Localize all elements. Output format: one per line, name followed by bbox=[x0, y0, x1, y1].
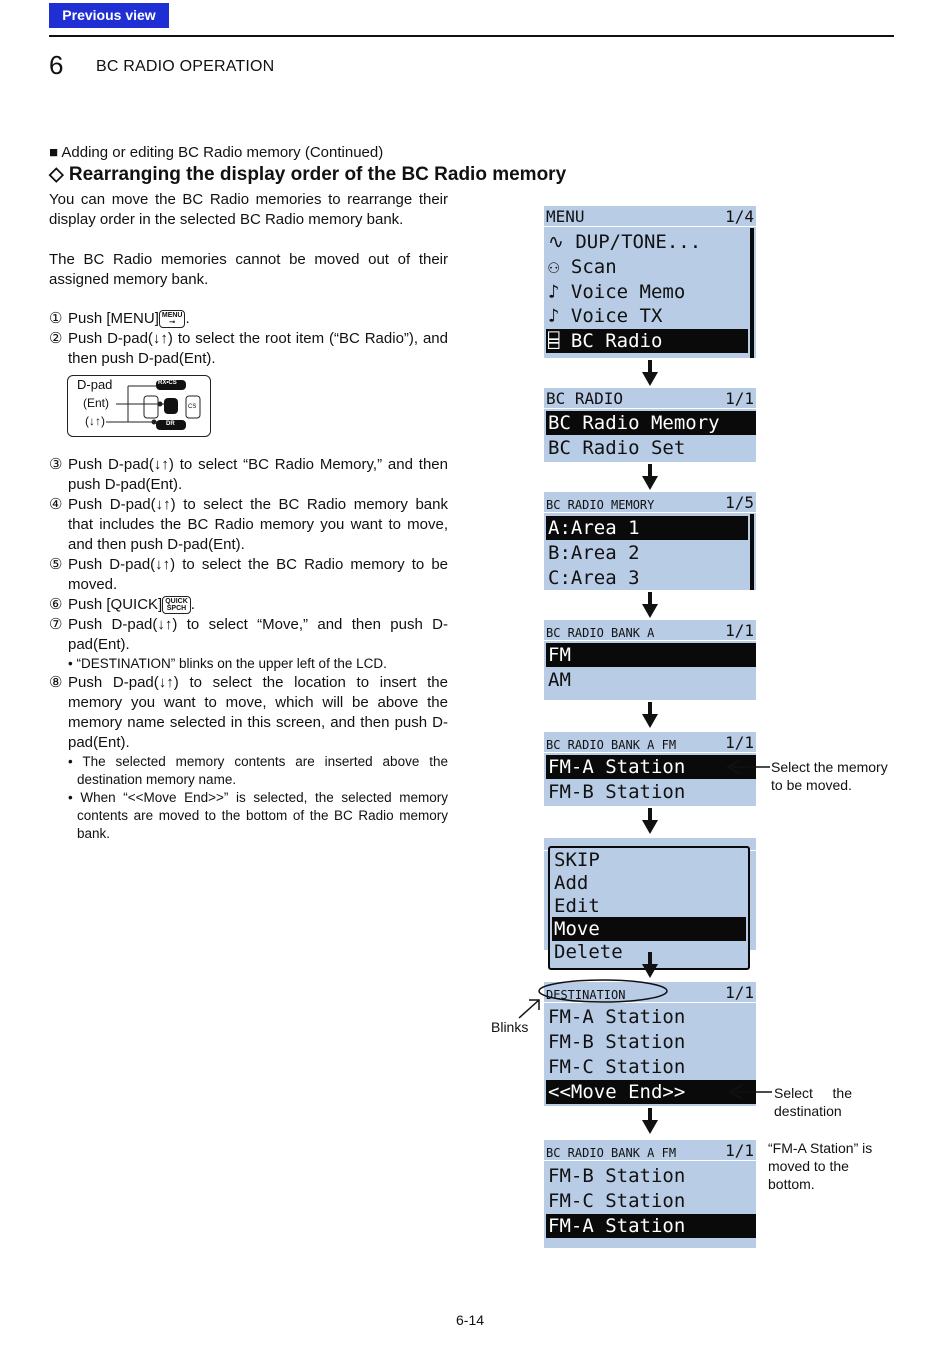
bc-radio-screen bbox=[544, 388, 756, 462]
down-arrow-icon bbox=[641, 360, 659, 386]
chapter-number: 6 bbox=[49, 50, 64, 80]
down-arrow-icon bbox=[641, 1108, 659, 1134]
header-rule bbox=[49, 35, 894, 37]
screen-title: BC RADIO BANK A FM bbox=[546, 738, 677, 752]
pointer-arrow-icon bbox=[726, 1083, 772, 1101]
quick-item-move: Move bbox=[552, 917, 746, 941]
step-1: ① Push [MENU] MENU ⊸ . bbox=[49, 310, 190, 327]
screen-page: 1/1 bbox=[725, 983, 754, 1002]
blink-highlight-ellipse bbox=[537, 978, 669, 1004]
screen-title: DESTINATION bbox=[546, 988, 626, 1002]
scrollbar bbox=[750, 228, 754, 358]
list-item: FM-B Station bbox=[548, 1031, 686, 1053]
radio-icon: ⌸ bbox=[548, 330, 571, 352]
bc-radio-bank-screen bbox=[544, 620, 756, 700]
step-2: ② Push D-pad(↓↑) to select the root item (“BC Radio”), and then push D-pad(Ent). bbox=[49, 330, 448, 367]
dpad-ent-label: (Ent) bbox=[83, 396, 110, 410]
down-arrow-icon bbox=[641, 702, 659, 728]
step-8: ⑧ Push D-pad(↓↑) to select the location to insert the memory you want to move, which will be above the memory name selected in this screen, and then push D-pad(Ent). bbox=[49, 674, 448, 751]
step-8-note-2: • When “<<Move End>>” is selected, the selected memory contents are moved to the bottom of the BC Radio memory bank. bbox=[68, 790, 448, 841]
dpad-dr-label: DR bbox=[166, 421, 175, 427]
screen-page: 1/4 bbox=[725, 207, 754, 226]
screen-page: 1/1 bbox=[725, 1141, 754, 1160]
list-item: FM-C Station bbox=[548, 1056, 686, 1078]
list-item: FM-A Station bbox=[546, 755, 756, 779]
step-5: ⑤ Push D-pad(↓↑) to select the BC Radio memory to be moved. bbox=[49, 556, 448, 593]
result-screen bbox=[544, 1140, 756, 1248]
microphone-icon: ♪ bbox=[548, 281, 571, 303]
step-6: ⑥ Push [QUICK] QUICK SPCH . bbox=[49, 596, 195, 613]
screen-title: BC RADIO BANK A bbox=[546, 626, 655, 640]
step-3: ③ Push D-pad(↓↑) to select “BC Radio Memory,” and then push D-pad(Ent). bbox=[49, 456, 448, 493]
list-item: FM-A Station bbox=[546, 1214, 756, 1238]
quick-menu-screen bbox=[544, 838, 756, 963]
scrollbar bbox=[750, 514, 754, 590]
dpad-updown-label: (↓↑) bbox=[85, 414, 105, 428]
list-item: FM-B Station bbox=[548, 1165, 686, 1187]
quick-item-add: Add bbox=[554, 872, 589, 894]
list-item: BC Radio Set bbox=[548, 437, 686, 459]
screen-title: BC RADIO bbox=[546, 389, 624, 408]
dpad-cs-label: CS bbox=[188, 404, 197, 410]
quick-item-skip: SKIP bbox=[554, 849, 600, 871]
list-item: B:Area 2 bbox=[548, 542, 640, 564]
note-select-destination: Select the destination bbox=[774, 1085, 852, 1119]
menu-item-scan: ⚇ Scan bbox=[548, 256, 617, 278]
list-item: <<Move End>> bbox=[546, 1080, 756, 1104]
down-arrow-icon bbox=[641, 464, 659, 490]
list-item: FM-A Station bbox=[548, 1006, 686, 1028]
down-arrow-icon bbox=[641, 808, 659, 834]
intro-paragraph-1: You can move the BC Radio memories to rearrange their display order in the selected BC Radio memory bank. bbox=[49, 191, 448, 228]
list-item: FM bbox=[546, 643, 756, 667]
dpad-label: D-pad bbox=[77, 377, 113, 392]
chapter-title: BC RADIO OPERATION bbox=[96, 58, 275, 75]
menu-item-dup-tone: ∿ DUP/TONE... bbox=[548, 231, 702, 253]
screen-title: MENU bbox=[546, 207, 585, 226]
dpad-rxcs-label: RX•CS bbox=[158, 380, 177, 386]
intro-paragraph-2: The BC Radio memories cannot be moved out of their assigned memory bank. bbox=[49, 251, 448, 288]
screen-page: 1/1 bbox=[725, 621, 754, 640]
dpad-diagram bbox=[67, 375, 211, 437]
microphone-tx-icon: ♪ bbox=[548, 305, 571, 327]
quick-key-icon: QUICK SPCH bbox=[162, 596, 191, 614]
list-item: FM-B Station bbox=[548, 781, 686, 803]
quick-item-edit: Edit bbox=[554, 895, 600, 917]
step-4: ④ Push D-pad(↓↑) to select the BC Radio memory bank that includes the BC Radio memory you want to move, and then push D-pad(Ent). bbox=[49, 496, 448, 553]
menu-screen bbox=[544, 206, 756, 358]
step-7: ⑦ Push D-pad(↓↑) to select “Move,” and then push D-pad(Ent). bbox=[49, 616, 448, 653]
list-item: A:Area 1 bbox=[546, 516, 748, 540]
page-number: 6-14 bbox=[456, 1312, 485, 1328]
note-select-memory: Select the memory to be moved. bbox=[771, 759, 888, 793]
screen-title: BC RADIO BANK A FM bbox=[546, 1146, 677, 1160]
bc-radio-memory-screen bbox=[544, 492, 756, 590]
menu-key-icon: MENU ⊸ bbox=[159, 310, 186, 328]
menu-item-bc-radio: ⌸ BC Radio bbox=[546, 329, 748, 353]
menu-item-voice-tx: ♪ Voice TX bbox=[548, 305, 663, 327]
screen-page: 1/5 bbox=[725, 493, 754, 512]
list-item: C:Area 3 bbox=[548, 567, 640, 589]
list-item: AM bbox=[548, 669, 571, 691]
previous-view-button[interactable]: Previous view bbox=[49, 3, 169, 28]
screen-page: 1/1 bbox=[725, 733, 754, 752]
blinks-pointer-icon bbox=[517, 996, 545, 1020]
step-7-note: • “DESTINATION” blinks on the upper left of the LCD. bbox=[68, 656, 387, 671]
menu-item-voice-memo: ♪ Voice Memo bbox=[548, 281, 686, 303]
step-8-note-1: • The selected memory contents are inserted above the destination memory name. bbox=[68, 754, 448, 787]
note-blinks: Blinks bbox=[491, 1019, 529, 1035]
list-item: FM-C Station bbox=[548, 1190, 686, 1212]
pointer-arrow-icon bbox=[724, 758, 770, 776]
tone-icon: ∿ bbox=[548, 231, 576, 253]
screen-page: 1/1 bbox=[725, 389, 754, 408]
quick-item-delete: Delete bbox=[554, 941, 623, 963]
down-arrow-icon bbox=[641, 952, 659, 978]
section-heading: ◇ Rearranging the display order of the BC Radio memory bbox=[49, 164, 567, 185]
down-arrow-icon bbox=[641, 592, 659, 618]
screen-title: BC RADIO MEMORY bbox=[546, 498, 655, 512]
binoculars-icon: ⚇ bbox=[548, 256, 571, 278]
note-moved: “FM-A Station” is moved to the bottom. bbox=[768, 1140, 873, 1192]
section-continued: ■ Adding or editing BC Radio memory (Continued) bbox=[49, 144, 384, 161]
list-item: BC Radio Memory bbox=[546, 411, 756, 435]
